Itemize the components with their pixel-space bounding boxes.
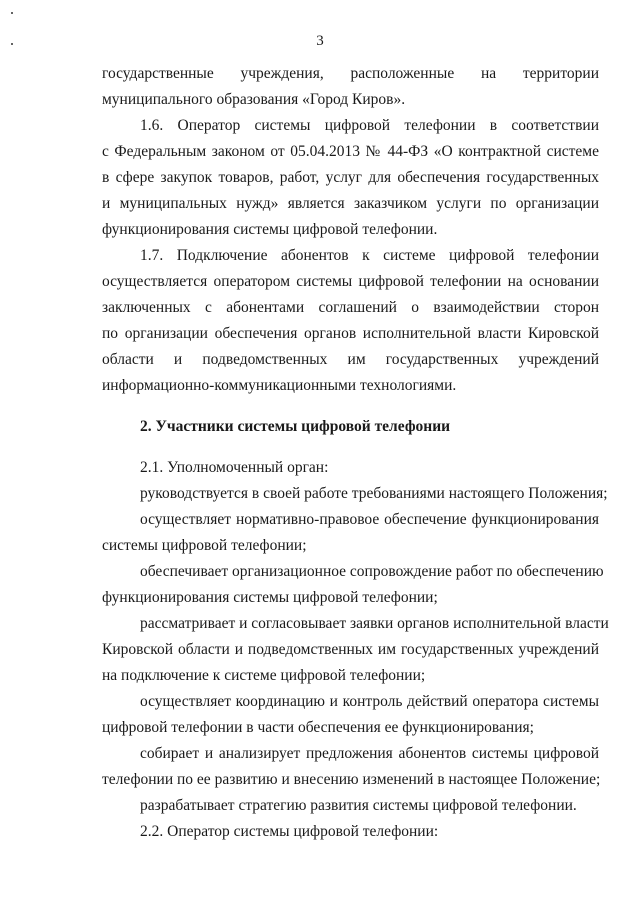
text-line: в сфере закупок товаров, работ, услуг для обеспечения государственных [102, 169, 599, 186]
text-line: заключенных с абонентами соглашений о взаимодействии сторон [102, 299, 599, 316]
scan-speck [11, 12, 13, 14]
text-line: функционирования системы цифровой телефонии; [102, 589, 438, 606]
text-line: Кировской области и подведомственных им государственных учреждений [102, 641, 599, 658]
text-line: 2.2. Оператор системы цифровой телефонии: [140, 823, 439, 840]
text-line: области и подведомственных им государственных учреждений [102, 351, 599, 368]
text-line: государственные учреждения, расположенные на территории [102, 65, 599, 82]
text-line: 1.7. Подключение абонентов к системе цифровой телефонии [140, 247, 599, 264]
section-heading: 2. Участники системы цифровой телефонии [140, 418, 451, 435]
text-line: обеспечивает организационное сопровождение работ по обеспечению [140, 563, 604, 580]
text-line: осуществляет нормативно-правовое обеспечение функционирования [140, 511, 599, 528]
text-line: осуществляется оператором системы цифровой телефонии на основании [102, 273, 599, 290]
text-line: собирает и анализирует предложения абонентов системы цифровой [140, 745, 599, 762]
text-line: 2.1. Уполномоченный орган: [140, 459, 329, 476]
text-line: по организации обеспечения органов исполнительной власти Кировской [102, 325, 599, 342]
text-line: функционирования системы цифровой телефонии. [102, 221, 438, 238]
text-line: муниципального образования «Город Киров». [102, 91, 406, 108]
text-line: с Федеральным законом от 05.04.2013 № 44-ФЗ «О контрактной системе [102, 143, 599, 160]
text-line: системы цифровой телефонии; [102, 537, 307, 554]
text-line: осуществляет координацию и контроль действий оператора системы [140, 693, 599, 710]
text-line: 1.6. Оператор системы цифровой телефонии в соответствии [140, 117, 599, 134]
text-line: руководствуется в своей работе требованиями настоящего Положения; [140, 485, 608, 502]
text-line: и муниципальных нужд» является заказчиком услуги по организации [102, 195, 599, 212]
text-line: на подключение к системе цифровой телефонии; [102, 667, 426, 684]
text-line: разрабатывает стратегию развития системы цифровой телефонии. [140, 797, 577, 814]
page-number: 3 [316, 33, 324, 49]
text-line: цифровой телефонии в части обеспечения ее функционирования; [102, 719, 534, 736]
text-line: телефонии по ее развитию и внесению изменений в настоящее Положение; [102, 771, 601, 788]
text-line: информационно-коммуникационными технологиями. [102, 377, 457, 394]
text-line: рассматривает и согласовывает заявки органов исполнительной власти [140, 615, 609, 632]
